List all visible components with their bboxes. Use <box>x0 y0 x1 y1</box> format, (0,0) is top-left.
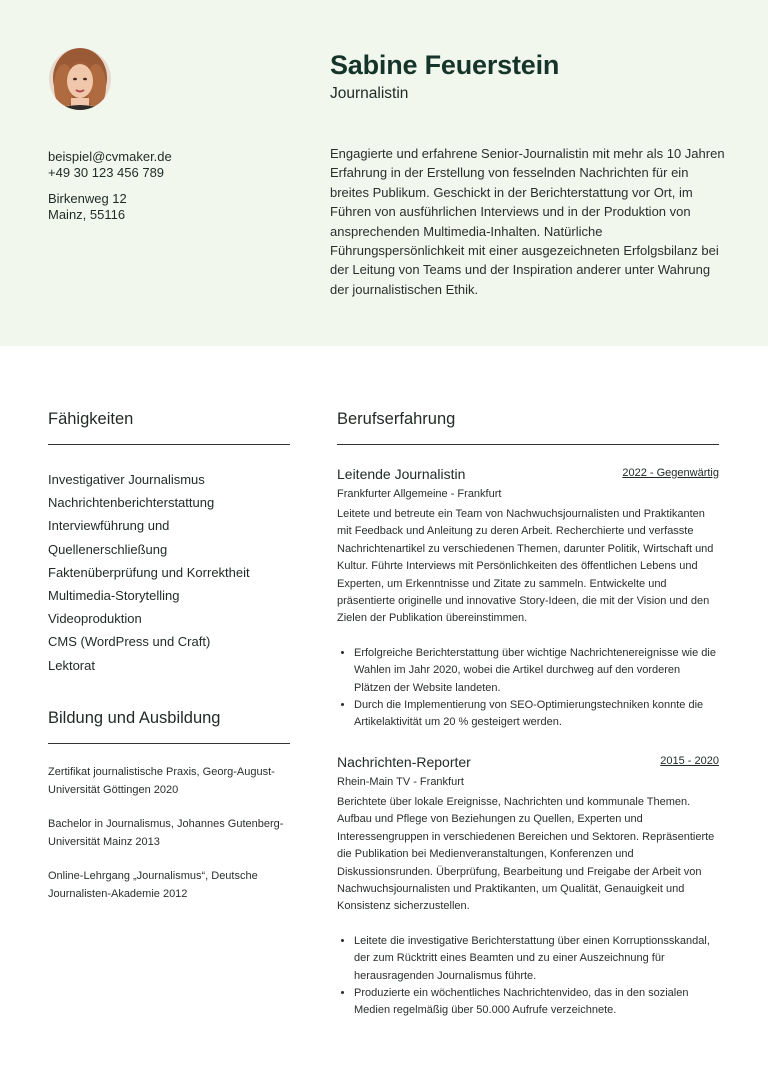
achievement-item: • Erfolgreiche Berichterstattung über wichtige Nachrichtenereignisse wie die Wahlen im Jahr 2020, wobei die Artikel durchweg auf den vorderen Plätzen der Website landeten. <box>354 645 719 697</box>
education-item: Online-Lehrgang „Journalismus“, Deutsche Journalisten-Akademie 2012 <box>48 870 258 900</box>
skills-heading: Fähigkeiten <box>48 410 134 428</box>
job-entry <box>337 466 719 732</box>
contact-info <box>48 149 172 223</box>
profile-summary: Engagierte und erfahrene Senior-Journalistin mit mehr als 10 Jahren Erfahrung in der Erstellung von fesselnden Nachrichten für ein breites Publikum. Geschickt in der Berichterstattung vor Ort, im Führen von ausführlichen Interviews und in der Produktion von ansprechenden Multimedia-Inhalten. Natürliche Führungspersönlichkeit mit einer ausgezeichneten Erfolgsbilanz bei der Leitung von Teams und der Inspiration anderer unter Wahrung der journalistischen Ethik. <box>330 146 725 297</box>
address-city: Mainz, 55116 <box>48 207 126 222</box>
address-street: Birkenweg 12 <box>48 191 127 206</box>
experience-divider <box>337 444 719 445</box>
profile-photo <box>49 48 111 110</box>
job-entry <box>337 754 719 1020</box>
candidate-name: Sabine Feuerstein <box>330 50 560 80</box>
education-divider <box>48 743 290 744</box>
skills-list <box>48 468 293 677</box>
phone[interactable]: +49 30 123 456 789 <box>48 165 165 180</box>
job-achievements <box>337 645 719 732</box>
experience-heading: Berufserfahrung <box>337 410 456 428</box>
education-item: Zertifikat journalistische Praxis, Georg-August-Universität Göttingen 2020 <box>48 766 275 796</box>
skill-item: Faktenüberprüfung und Korrektheit <box>48 564 250 580</box>
skill-item: Investigativer Journalismus <box>48 472 205 487</box>
email[interactable]: beispiel@cvmaker.de <box>48 149 172 164</box>
skill-item: Interviewführung und Quellenerschließung <box>48 518 170 557</box>
achievement-item: • Produzierte ein wöchentliches Nachrichtenvideo, das in den sozialen Medien regelmäßig über 50.000 Aufrufe verzeichnete. <box>354 985 719 1020</box>
education-heading: Bildung und Ausbildung <box>48 709 221 727</box>
education-item: Bachelor in Journalismus, Johannes Gutenberg-Universität Mainz 2013 <box>48 818 284 848</box>
skill-item: CMS (WordPress und Craft) <box>48 634 211 650</box>
skill-item: Lektorat <box>48 657 95 673</box>
job-achievements <box>337 933 719 1020</box>
candidate-job-title: Journalistin <box>330 85 409 102</box>
achievement-item: • Durch die Implementierung von SEO-Optimierungstechniken konnte die Artikelaktivität um 20 % gesteigert werden. <box>354 697 719 732</box>
skills-divider <box>48 444 290 445</box>
skill-item: Videoproduktion <box>48 611 142 627</box>
skill-item: Nachrichtenberichterstattung <box>48 495 215 511</box>
job-company: Rhein-Main TV - Frankfurt <box>337 776 464 788</box>
education-list <box>48 764 293 920</box>
job-company: Frankfurter Allgemeine - Frankfurt <box>337 488 502 500</box>
job-title: Nachrichten-Reporter <box>337 754 471 770</box>
job-description: Berichtete über lokale Ereignisse, Nachrichten und kommunale Themen. Aufbau und Pflege von Beziehungen zu Quellen, Experten und Interessengruppen in verschiedenen Bereichen und Sektoren. Repräsentierte die Publikation bei Medienveranstaltungen, Konferenzen und Diskussionsrunden. Überprüfung, Bearbeitung und Freigabe der Arbeit von Nachwuchsjournalisten und Praktikanten, um Qualität, Genauigkeit und Konsistenz sicherzustellen. <box>337 796 715 913</box>
job-title: Leitende Journalistin <box>337 466 466 482</box>
skill-item: Multimedia-Storytelling <box>48 588 180 604</box>
job-description: Leitete und betreute ein Team von Nachwuchsjournalisten und Praktikanten mit Feedback und Anleitung zu deren Arbeit. Recherchierte und verfasste Nachrichtenartikel zu verschiedenen Themen, darunter Politik, Wirtschaft und Kultur. Führte Interviews mit Persönlichkeiten des öffentlichen Lebens und Experten, um Erkenntnisse und Zitate zu sammeln. Entwickelte und präsentierte originelle und innovative Story-Ideen, die mit der Vision und den Zielen der Publikation übereinstimmen. <box>337 508 714 625</box>
job-dates: 2022 - Gegenwärtig <box>622 467 719 479</box>
job-dates: 2015 - 2020 <box>660 755 719 767</box>
achievement-item: • Leitete die investigative Berichterstattung über einen Korruptionsskandal, der zum Rücktritt eines Beamten und zu einer Auszeichnung für herausragenden Journalismus führte. <box>354 933 719 985</box>
